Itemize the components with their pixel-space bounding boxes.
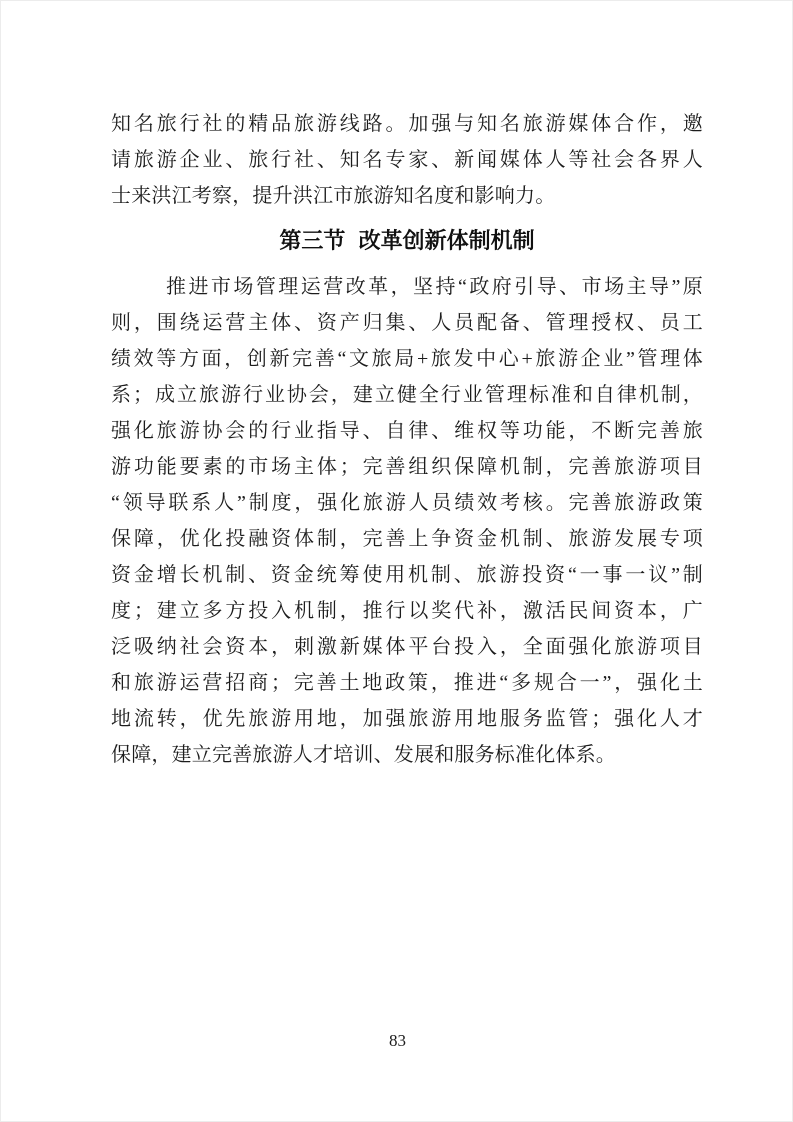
text-line: 和旅游运营招商；完善土地政策，推进“多规合一”，强化土 <box>111 672 703 694</box>
body-paragraph <box>111 269 703 773</box>
text-line: 则，围绕运营主体、资产归集、人员配备、管理授权、员工 <box>111 312 703 334</box>
page-number: 83 <box>389 1031 406 1050</box>
text-line: 请旅游企业、旅行社、知名专家、新闻媒体人等社会各界人 <box>111 149 703 171</box>
text-line: 推进市场管理运营改革，坚持“政府引导、市场主导”原 <box>166 276 703 298</box>
text-line: 系；成立旅游行业协会，建立健全行业管理标准和自律机制， <box>111 384 703 406</box>
text-line: 地流转，优先旅游用地，加强旅游用地服务监管；强化人才 <box>111 708 703 730</box>
text-line: “领导联系人”制度，强化旅游人员绩效考核。完善旅游政策 <box>111 492 703 514</box>
continuation-paragraph <box>111 106 703 214</box>
text-line: 保障，优化投融资体制，完善上争资金机制、旅游发展专项 <box>111 528 703 550</box>
text-line: 知名旅行社的精品旅游线路。加强与知名旅游媒体合作，邀 <box>111 113 703 135</box>
section-heading-wrap <box>111 222 703 260</box>
text-line: 度；建立多方投入机制，推行以奖代补，激活民间资本，广 <box>111 600 703 622</box>
section-heading: 第三节 改革创新体制机制 <box>279 228 535 253</box>
text-line: 泛吸纳社会资本，刺激新媒体平台投入，全面强化旅游项目 <box>111 636 703 658</box>
text-line: 游功能要素的市场主体；完善组织保障机制，完善旅游项目 <box>111 456 703 478</box>
text-line: 绩效等方面，创新完善“文旅局+旅发中心+旅游企业”管理体 <box>111 348 703 370</box>
page-footer <box>1 1031 793 1051</box>
text-line: 保障，建立完善旅游人才培训、发展和服务标准化体系。 <box>111 744 616 766</box>
text-line: 强化旅游协会的行业指导、自律、维权等功能，不断完善旅 <box>111 420 703 442</box>
text-line: 资金增长机制、资金统筹使用机制、旅游投资“一事一议”制 <box>111 564 703 586</box>
text-line: 士来洪江考察，提升洪江市旅游知名度和影响力。 <box>111 185 556 207</box>
